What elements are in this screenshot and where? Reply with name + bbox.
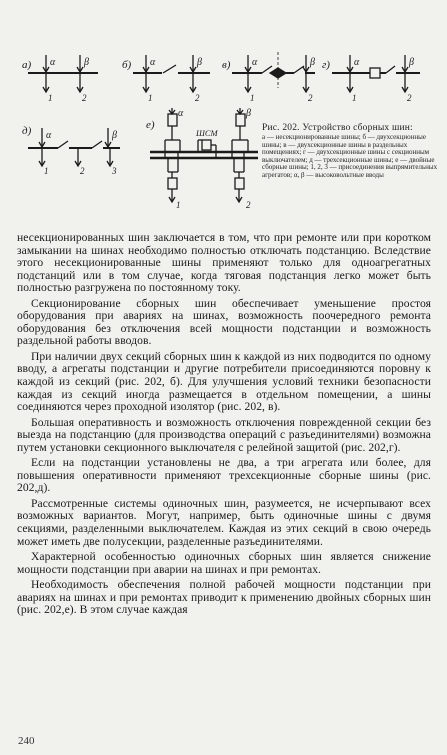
panel-e-label: е) — [146, 119, 155, 131]
panel-a — [22, 55, 98, 103]
svg-text:1: 1 — [352, 93, 357, 103]
body-text — [17, 232, 431, 620]
svg-text:2: 2 — [407, 93, 412, 103]
page-number: 240 — [18, 735, 35, 747]
panel-g-label: г) — [322, 59, 330, 71]
caption-title: Рис. 202. Устройство сборных шин: — [262, 123, 413, 133]
beta-label: β — [84, 57, 89, 68]
panel-d-label: д) — [22, 125, 32, 137]
paragraph: Необходимость обеспечения полной рабочей мощности подстанции при авариях на шинах и при ремонтах приводит к применению двойных сборных шин (рис. 202,е). В этом случае каждая — [17, 578, 431, 617]
panel-b-label: б) — [122, 59, 132, 71]
svg-text:2: 2 — [195, 93, 200, 103]
svg-text:β: β — [112, 130, 117, 141]
sem-label: ШСМ — [196, 128, 218, 138]
svg-text:1: 1 — [148, 93, 153, 103]
panel-v — [222, 52, 315, 103]
panel-v-label: в) — [222, 59, 231, 71]
paragraph: Если на подстанции установлены не два, а три агрегата или более, для повышения оперативности применяют трехсекционные сборные шины (рис. 202,д). — [17, 456, 431, 495]
svg-text:α: α — [354, 57, 360, 68]
paragraph: Секционирование сборных шин обеспечивает уменьшение простоя оборудования при авариях на шинах, возможность поочередного ремонта оборудования без отключения всей мощности подстанции и возможность раздельной работы вводов. — [17, 296, 431, 348]
alpha-label: α — [50, 57, 56, 68]
panel-g — [322, 55, 420, 103]
svg-text:1: 1 — [44, 166, 49, 176]
svg-text:α: α — [252, 57, 258, 68]
svg-text:α: α — [178, 108, 184, 119]
svg-text:β: β — [310, 57, 315, 68]
svg-text:3: 3 — [112, 166, 117, 176]
svg-text:2: 2 — [80, 166, 85, 176]
panel-e — [146, 108, 258, 210]
busbar-figure — [0, 0, 447, 225]
paragraph: Рассмотренные системы одиночных шин, разумеется, не исчерпывают всех возможных вариантов. Могут, например, быть одиночные шины с двумя секциями, разделенными выключателем. Каждая из этих секций в свою очередь может иметь две полусекции, разделенные разъединителями. — [17, 496, 431, 548]
svg-text:2: 2 — [308, 93, 313, 103]
panel-b — [122, 55, 210, 103]
panel-d — [22, 125, 120, 176]
panel-a-label: а) — [22, 59, 32, 71]
svg-text:1: 1 — [176, 200, 181, 210]
paragraph: Большая оперативность и возможность отключения поврежденной секции без выезда на подстанцию (для производства операций с разъединителями) возможна путем установки секционного выключателя с релейной защитой (рис. 202,г). — [17, 415, 431, 454]
paragraph: несекционированных шин заключается в том, что при ремонте или при коротком замыкании на шинах необходимо полностью отключать подстанцию. Вследствие этого несекционированные шины применяют только для одноагрегатных подстанций или в том случае, когда тяговая подстанция легко может быть полностью разгружена по постоянному току. — [17, 231, 431, 295]
svg-text:2: 2 — [246, 200, 251, 210]
caption-body: а — несекционированные шины; б — двухсекционные шины; в — двухсекционные шины в раздельных помещениях; г — двухсекционные шины с секционным выключателем; д — трехсекционные шины; е — двойные сборные шины; 1, 2, 3 — присоединения выпрямительных агрегатов; α, β — высоковольтные вводы — [262, 133, 438, 179]
svg-text:1: 1 — [250, 93, 255, 103]
paragraph: При наличии двух секций сборных шин к каждой из них подводится по одному вводу, а агрегаты подстанции и другие потребители присоединяются поровну к каждой из секций (рис. 202, б). Для улучшения условий техники безопасности каждая из секций иногда размещается в отдельном помещении, а шины соединяются через проходной изолятор (рис. 202, в). — [17, 349, 431, 414]
svg-text:α: α — [150, 57, 156, 68]
figure-caption — [262, 123, 438, 180]
feeder-2-label: 2 — [82, 93, 87, 103]
svg-text:α: α — [46, 130, 52, 141]
svg-text:β: β — [409, 57, 414, 68]
feeder-1-label: 1 — [48, 93, 53, 103]
svg-text:β: β — [197, 57, 202, 68]
svg-text:β: β — [246, 108, 251, 119]
paragraph: Характерной особенностью одиночных сборных шин является снижение мощности подстанции при аварии на шинах и при ремонтах. — [17, 550, 431, 576]
